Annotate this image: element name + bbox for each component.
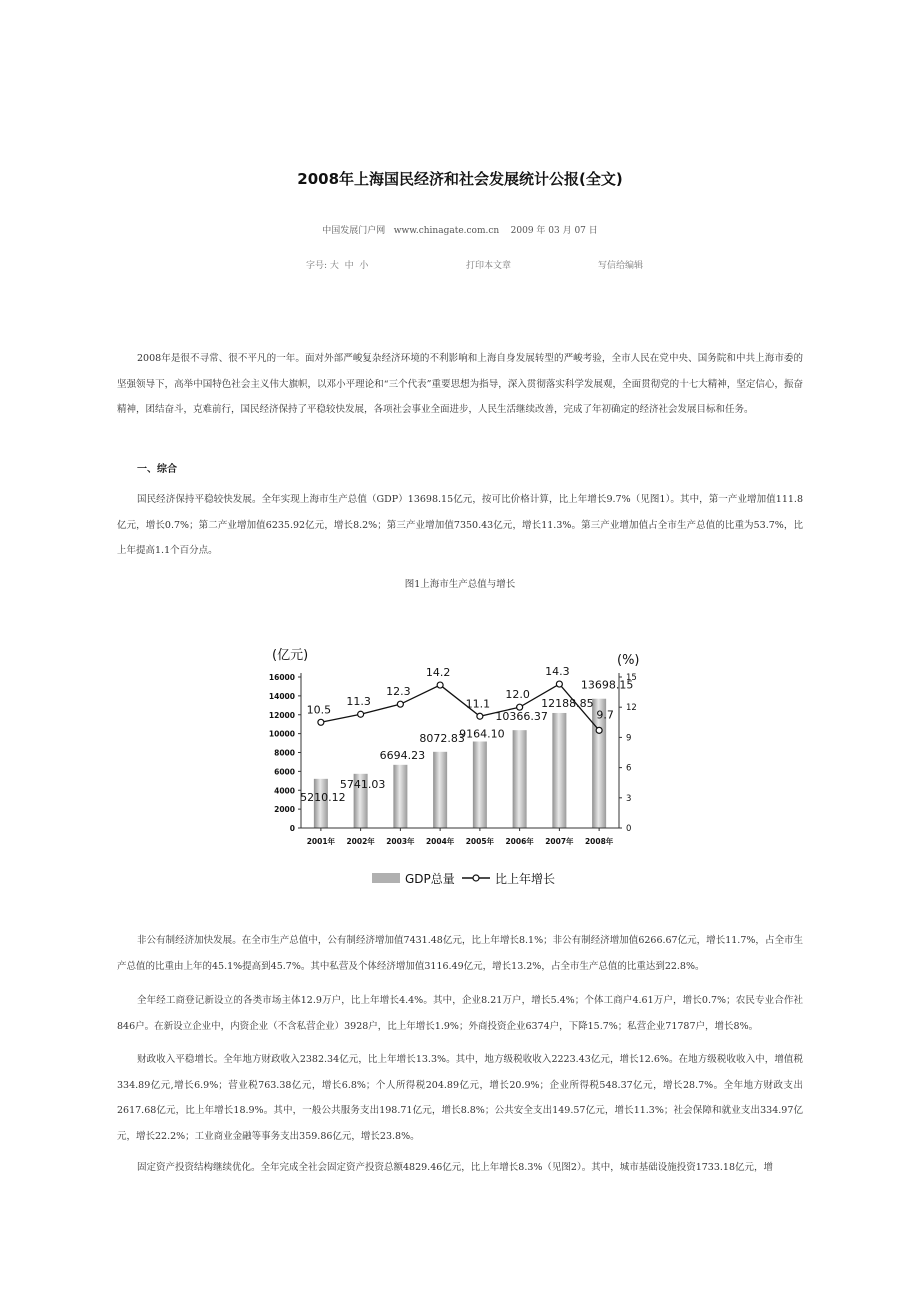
growth-point — [517, 704, 523, 710]
paragraph-nonpublic: 非公有制经济加快发展。在全市生产总值中，公有制经济增加值7431.48亿元，比上年增长8.1%；非公有制经济增加值6266.67亿元，增长11.7%，占全市生产总值的比重由上年的45.1%提高到45.7%。其中私营及个体经济增加值3116.49亿元，增长13.2%，占全市生产总值的比重达到22.8%。 — [117, 935, 803, 972]
growth-point — [358, 711, 364, 717]
growth-value-label: 14.2 — [425, 666, 451, 680]
y-left-tick-label: 0 — [289, 824, 295, 833]
y-left-tick-label: 8000 — [274, 748, 295, 758]
font-size-selector[interactable]: 字号: 大 中 小 — [306, 261, 369, 271]
y-axis-right-label: (%) — [617, 653, 640, 668]
mail-editor-link[interactable]: 写信给编辑 — [598, 261, 644, 271]
chart-legend — [372, 871, 555, 886]
gdp-bar-value-label: 6694.23 — [379, 748, 426, 762]
growth-value-label: 12.3 — [386, 685, 411, 699]
growth-value-label: 10.5 — [306, 703, 332, 717]
paragraph-gdp: 国民经济保持平稳较快发展。全年实现上海市生产总值（GDP）13698.15亿元，按可比价格计算，比上年增长9.7%（见图1）。其中，第一产业增加值111.8亿元，增长0.7%；第二产业增加值6235.92亿元，增长8.2%；第三产业增加值7350.43亿元，增长11.3%。第三产业增加值占全市生产总值的比重为53.7%，比上年提高1.1个百分点。 — [117, 494, 803, 556]
legend-gdp-label: GDP总量 — [405, 872, 455, 886]
article-meta: 中国发展门户网 www.chinagate.com.cn 2009 年 03 月 07 日 — [322, 226, 598, 236]
gdp-chart — [264, 626, 654, 896]
y-left-tick-label: 16000 — [268, 673, 295, 682]
growth-value-label: 11.3 — [346, 695, 371, 709]
paragraph-finance: 财政收入平稳增长。全年地方财政收入2382.34亿元，比上年增长13.3%。其中，地方级税收收入2223.43亿元，增长12.6%。在地方级税收收入中，增值税334.89亿元,增长6.9%；营业税763.38亿元，增长6.8%；个人所得税204.89亿元，增长20.9%；企业所得税548.37亿元，增长28.7%。全年地方财政支出2617.68亿元，比上年增长18.9%。其中，一般公共服务支出198.71亿元，增长8.8%；公共安全支出149.57亿元，增长11.3%；社会保障和就业支出334.97亿元，增长22.2%；工业商业金融等事务支出359.86亿元，增长23.8%。 — [117, 1054, 803, 1142]
gdp-bar-value-label: 5741.03 — [339, 777, 386, 791]
y-right-tick-label: 9 — [626, 733, 632, 744]
x-tick-label: 2004年 — [425, 837, 455, 846]
x-tick-label: 2008年 — [584, 837, 614, 846]
y-left-tick-label: 2000 — [274, 805, 295, 815]
growth-point — [596, 727, 602, 733]
legend-growth-label: 比上年增长 — [495, 872, 556, 886]
gdp-bar-value-label: 8072.83 — [419, 731, 465, 745]
x-tick-label: 2001年 — [306, 837, 336, 846]
print-link[interactable]: 打印本文章 — [466, 261, 512, 271]
growth-value-label: 14.3 — [545, 665, 570, 679]
y-left-tick-label: 14000 — [268, 691, 295, 701]
y-right-tick-label: 0 — [626, 824, 632, 834]
y-right-tick-label: 3 — [626, 793, 632, 804]
y-right-tick-label: 12 — [626, 703, 637, 714]
growth-point — [477, 713, 483, 719]
growth-value-label: 12.0 — [505, 688, 530, 702]
article-title: 2008年上海国民经济和社会发展统计公报(全文) — [297, 170, 623, 188]
gdp-bar-value-label: 9164.10 — [459, 727, 505, 741]
growth-value-label: 11.1 — [465, 697, 491, 711]
legend-bar-swatch — [372, 873, 400, 883]
growth-value-label: 9.7 — [596, 708, 614, 722]
gdp-bar-value-label: 13698.15 — [580, 678, 634, 692]
y-axis-left-label: (亿元) — [272, 648, 309, 663]
y-left-tick-label: 4000 — [274, 786, 295, 796]
x-tick-label: 2007年 — [545, 837, 574, 846]
paragraph-investment: 固定资产投资结构继续优化。全年完成全社会固定资产投资总额4829.46亿元，比上年增长8.3%（见图2）。其中，城市基础设施投资1733.18亿元，增 — [137, 1162, 774, 1173]
y-right-tick-label: 6 — [626, 763, 632, 774]
y-right-tick-label: 15 — [626, 673, 637, 683]
x-tick-label: 2005年 — [465, 837, 495, 846]
intro-paragraph: 2008年是很不寻常、很不平凡的一年。面对外部严峻复杂经济环境的不利影响和上海自身发展转型的严峻考验，全市人民在党中央、国务院和中共上海市委的坚强领导下，高举中国特色社会主义伟大旗帜，以邓小平理论和“三个代表”重要思想为指导，深入贯彻落实科学发展观，全面贯彻党的十七大精神，坚定信心，振奋精神，团结奋斗，克难前行，国民经济保持了平稳较快发展，各项社会事业全面进步，人民生活继续改善，完成了年初确定的经济社会发展目标和任务。 — [117, 353, 803, 415]
section-heading: 一、综合 — [137, 464, 177, 475]
paragraph-registration: 全年经工商登记新设立的各类市场主体12.9万户，比上年增长4.4%。其中，企业8.21万户，增长5.4%；个体工商户4.61万户，增长0.7%；农民专业合作社846户。在新设立企业中，内资企业（不含私营企业）3928户，比上年增长1.9%；外商投资企业6374户，下降15.7%；私营企业71787户，增长8%。 — [117, 995, 803, 1032]
growth-point — [318, 719, 324, 725]
gdp-bar-value-label: 10366.37 — [495, 710, 548, 724]
y-left-tick-label: 6000 — [274, 767, 295, 777]
growth-point — [437, 682, 443, 688]
gdp-bar-value-label: 12188.85 — [541, 696, 594, 710]
x-tick-label: 2003年 — [386, 837, 415, 846]
x-tick-label: 2006年 — [505, 837, 534, 846]
gdp-bar — [393, 765, 407, 828]
gdp-bar — [473, 742, 487, 828]
gdp-bar-value-label: 5210.12 — [300, 790, 346, 804]
y-left-tick-label: 10000 — [268, 729, 295, 739]
gdp-bar — [513, 730, 527, 828]
gdp-bar — [552, 713, 566, 828]
figure-caption: 图1上海市生产总值与增长 — [404, 579, 516, 590]
y-left-tick-label: 12000 — [268, 710, 295, 720]
growth-point — [556, 681, 562, 687]
x-tick-label: 2002年 — [346, 837, 375, 846]
growth-point — [397, 701, 403, 707]
gdp-bar — [433, 752, 447, 828]
legend-marker-icon — [473, 875, 479, 881]
